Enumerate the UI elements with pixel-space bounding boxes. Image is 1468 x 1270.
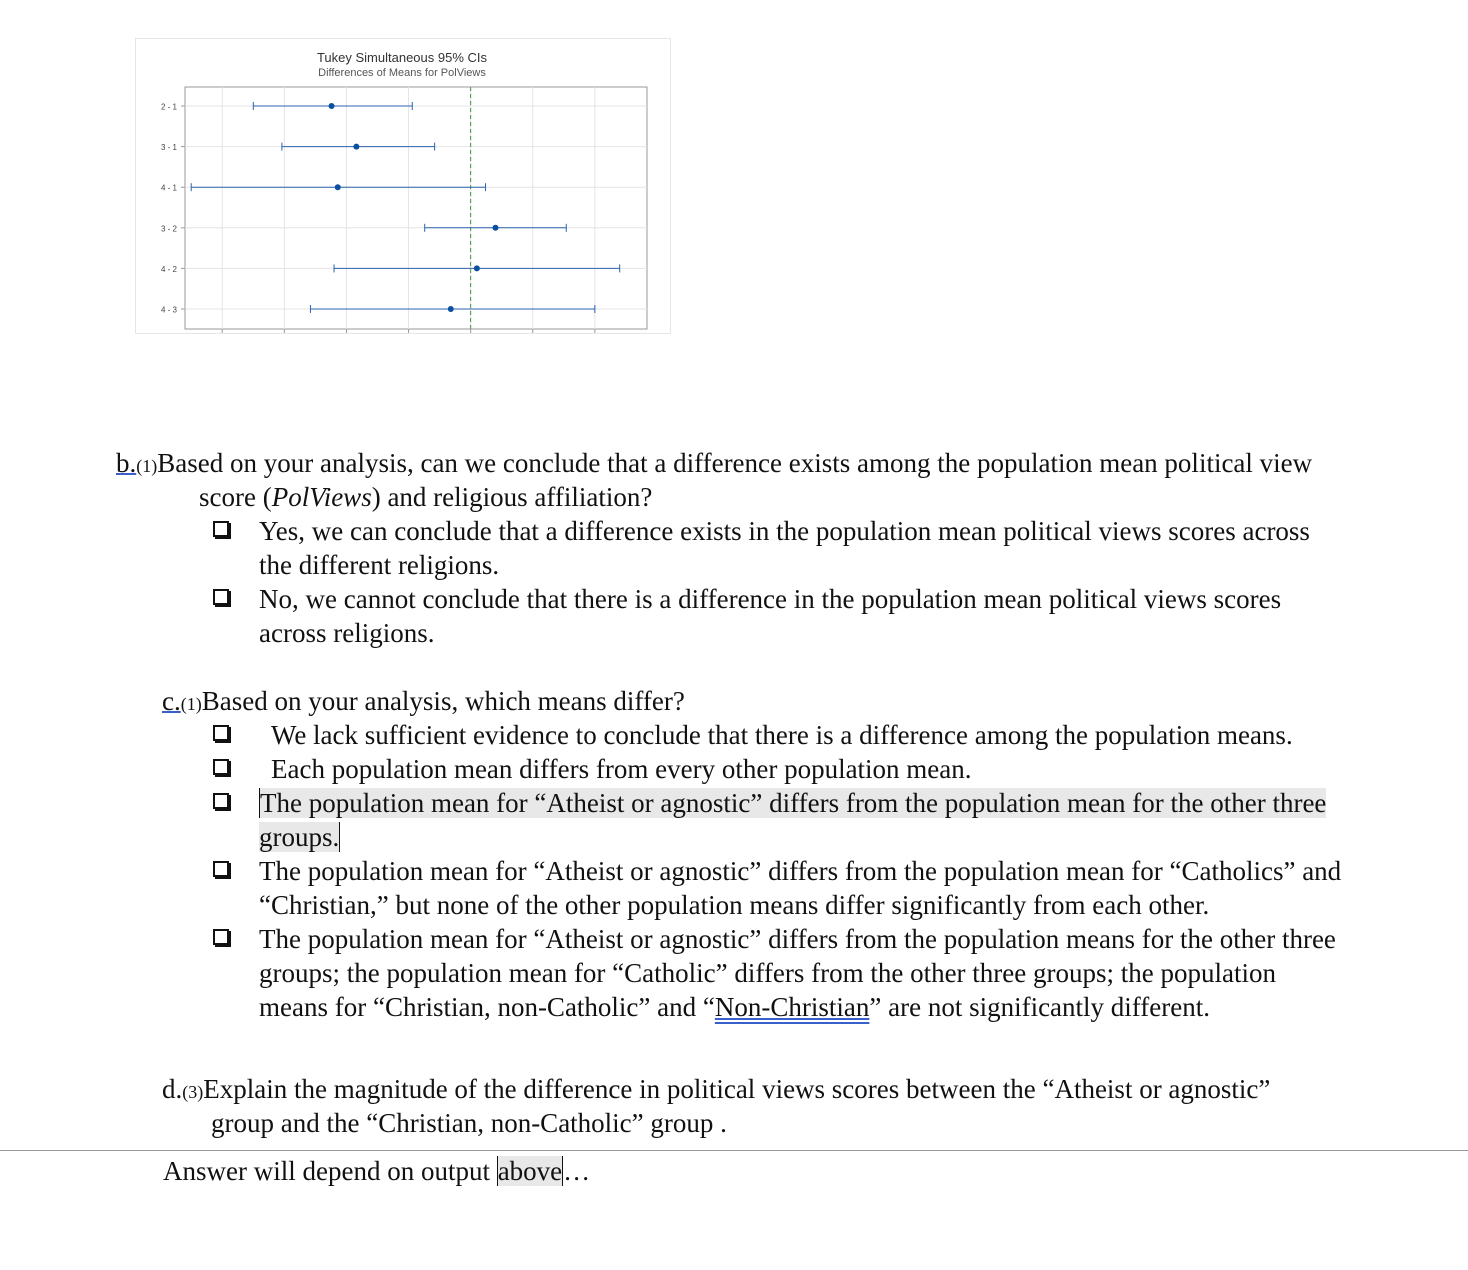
option-c-5-line3-part: ” are not significantly different.	[869, 992, 1210, 1022]
checkbox-c-5[interactable]	[213, 929, 229, 945]
option-c-2: Each population mean differs from every other population mean.	[271, 754, 972, 784]
tukey-ci-chart	[135, 38, 671, 334]
question-b-line1	[116, 446, 1312, 483]
option-c-5-line1: The population mean for “Atheist or agnostic” differs from the population means for the other three	[259, 924, 1336, 954]
answer-suffix: …	[563, 1156, 591, 1186]
question-b-number: b.	[116, 448, 137, 478]
option-c-5-line3	[259, 990, 1336, 1024]
option-b-no-line2: across religions.	[259, 618, 435, 648]
question-c-number: c.	[162, 686, 181, 716]
question-d-points: (3)	[182, 1082, 204, 1102]
mean-difference-point	[353, 144, 359, 150]
checkbox-c-2[interactable]	[213, 759, 229, 775]
option-c-3-line1: The population mean for “Atheist or agnostic” differs from the population mean for the other three	[260, 788, 1327, 818]
y-tick-label: 3 - 2	[160, 224, 177, 234]
mean-difference-point	[335, 184, 341, 190]
chart-subtitle: Differences of Means for PolViews	[318, 67, 486, 79]
grid-layer	[185, 87, 647, 333]
option-c-3	[259, 786, 1326, 854]
y-tick-label: 2 - 1	[160, 102, 177, 112]
mean-difference-point	[474, 265, 480, 271]
question-d-number: d.	[162, 1074, 183, 1104]
mean-difference-point	[492, 225, 498, 231]
question-d-prompt-line2: group and the “Christian, non-Catholic” group .	[211, 1108, 727, 1138]
y-tick-label: 4 - 1	[160, 183, 177, 193]
question-b-prompt-part: ) and religious affiliation?	[371, 482, 653, 512]
option-c-5-line3-part: means for “Christian, non-Catholic” and “	[259, 992, 715, 1022]
option-b-yes-line2: the different religions.	[259, 550, 500, 580]
question-c-points: (1)	[180, 694, 202, 714]
option-b-no-line1: No, we cannot conclude that there is a difference in the population mean political views scores	[259, 584, 1282, 614]
option-c-4-line2: “Christian,” but none of the other population means differ significantly from each other.	[259, 890, 1210, 920]
option-c-1: We lack sufficient evidence to conclude that there is a difference among the population means.	[271, 720, 1293, 750]
option-b-yes	[259, 514, 1310, 582]
answer-highlighted: above	[497, 1156, 563, 1186]
y-tick-label: 4 - 3	[160, 305, 177, 315]
checkbox-b-no[interactable]	[213, 589, 229, 605]
answer-divider	[0, 1150, 1468, 1151]
y-tick-label: 3 - 1	[160, 143, 177, 153]
option-b-yes-line1: Yes, we can conclude that a difference exists in the population mean political views scores across	[259, 516, 1310, 546]
option-c-4	[259, 854, 1341, 922]
option-c-4-line1: The population mean for “Atheist or agnostic” differs from the population mean for “Catholics” and	[259, 856, 1342, 886]
question-c-prompt: Based on your analysis, which means differ?	[201, 686, 685, 716]
question-d-line1	[162, 1072, 1270, 1109]
question-b-prompt-line1: Based on your analysis, can we conclude that a difference exists among the population mean political view	[157, 448, 1313, 478]
polviews-italic: PolViews	[271, 482, 372, 512]
checkbox-c-3[interactable]	[213, 793, 229, 809]
question-b-points: (1)	[136, 456, 158, 476]
answer-prefix: Answer will depend on output	[163, 1156, 497, 1186]
option-c-5-line2: groups; the population mean for “Catholic” differs from the other three groups; the population	[259, 958, 1276, 988]
option-c-5	[259, 922, 1336, 1024]
checkbox-c-4[interactable]	[213, 861, 229, 877]
checkbox-c-1[interactable]	[213, 725, 229, 741]
marks-layer	[161, 102, 620, 315]
plot-frame	[185, 87, 647, 329]
question-c-line	[162, 684, 685, 721]
answer-field[interactable]	[163, 1154, 590, 1188]
question-b-line2	[199, 480, 652, 514]
question-d-prompt-line1: Explain the magnitude of the difference in political views scores between the “Atheist or agnostic”	[203, 1074, 1271, 1104]
option-c-3-line2: groups.	[259, 822, 340, 852]
chart-title: Tukey Simultaneous 95% CIs	[316, 50, 488, 65]
mean-difference-point	[448, 306, 454, 312]
chart-svg	[136, 39, 670, 333]
non-christian-flagged: Non-Christian	[714, 992, 870, 1022]
mean-difference-point	[329, 103, 335, 109]
checkbox-b-yes[interactable]	[213, 521, 229, 537]
question-b-prompt-part: score (	[199, 482, 272, 512]
y-tick-label: 4 - 2	[160, 264, 177, 274]
option-b-no	[259, 582, 1281, 650]
